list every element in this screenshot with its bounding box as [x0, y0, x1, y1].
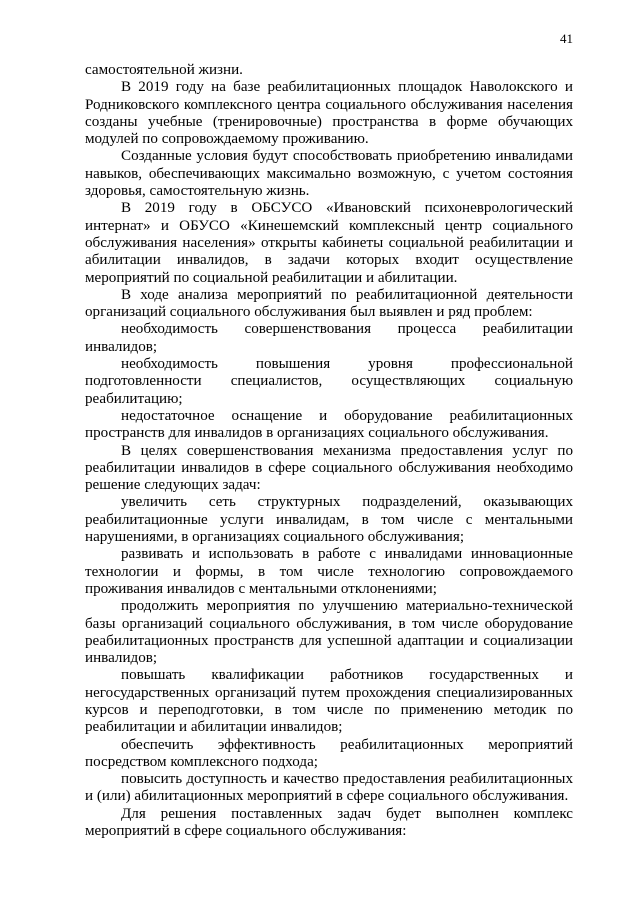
paragraph: В целях совершенствования механизма предоставления услуг по реабилитации инвалидов в сфере социального обслуживания необходимо решение следующих задач:	[85, 442, 573, 494]
paragraph: необходимость совершенствования процесса реабилитации инвалидов;	[85, 321, 573, 355]
paragraph: В ходе анализа мероприятий по реабилитационной деятельности организаций социального обслуживания был выявлен и ряд проблем:	[85, 286, 573, 321]
paragraph: развивать и использовать в работе с инвалидами инновационные технологии и формы, в том числе технологию сопровождаемого проживания инвалидов с ментальными отклонениями;	[85, 546, 573, 597]
paragraph: В 2019 году в ОБСУСО «Ивановский психоневрологический интернат» и ОБУСО «Кинешемский комплексный центр социального обслуживания населения» открыты кабинеты социальной реабилитации и абилитации инвалидов, в задачи которых входит осуществление мероприятий по социальной реабилитации и абилитации.	[85, 200, 573, 286]
paragraph: самостоятельной жизни.	[85, 62, 243, 78]
paragraph: продолжить мероприятия по улучшению материально-технической базы организаций социального обслуживания, в том числе оборудование реабилитационных пространств для успешной адаптации и социализации инвалидов;	[85, 598, 573, 667]
paragraph: В 2019 году на базе реабилитационных площадок Наволокского и Родниковского комплексного центра социального обслуживания населения созданы учебные (тренировочные) пространства в форме обучающих модулей по сопровождаемому проживанию.	[85, 79, 573, 148]
paragraph: увеличить сеть структурных подразделений, оказывающих реабилитационные услуги инвалидам, в том числе с ментальными нарушениями, в организациях социального обслуживания;	[85, 494, 573, 546]
body-text	[85, 62, 573, 840]
paragraph: обеспечить эффективность реабилитационных мероприятий посредством комплексного подхода;	[85, 736, 573, 770]
paragraph: повышать квалификации работников государственных и негосударственных организаций путем прохождения специализированных курсов и переподготовки, в том числе по применению методик по реабилитации и абилитации инвалидов;	[85, 667, 573, 736]
paragraph: Для решения поставленных задач будет выполнен комплекс мероприятий в сфере социального обслуживания:	[85, 805, 573, 840]
page-number: 41	[560, 31, 573, 46]
paragraph: Созданные условия будут способствовать приобретению инвалидами навыков, обеспечивающих максимально возможную, с учетом состояния здоровья, самостоятельную жизнь.	[85, 148, 573, 200]
paragraph: недостаточное оснащение и оборудование реабилитационных пространств для инвалидов в организациях социального обслуживания.	[85, 407, 573, 442]
paragraph: необходимость повышения уровня профессиональной подготовленности специалистов, осуществляющих социальную реабилитацию;	[85, 356, 573, 407]
paragraph: повысить доступность и качество предоставления реабилитационных и (или) абилитационных мероприятий в сфере социального обслуживания.	[85, 771, 573, 805]
